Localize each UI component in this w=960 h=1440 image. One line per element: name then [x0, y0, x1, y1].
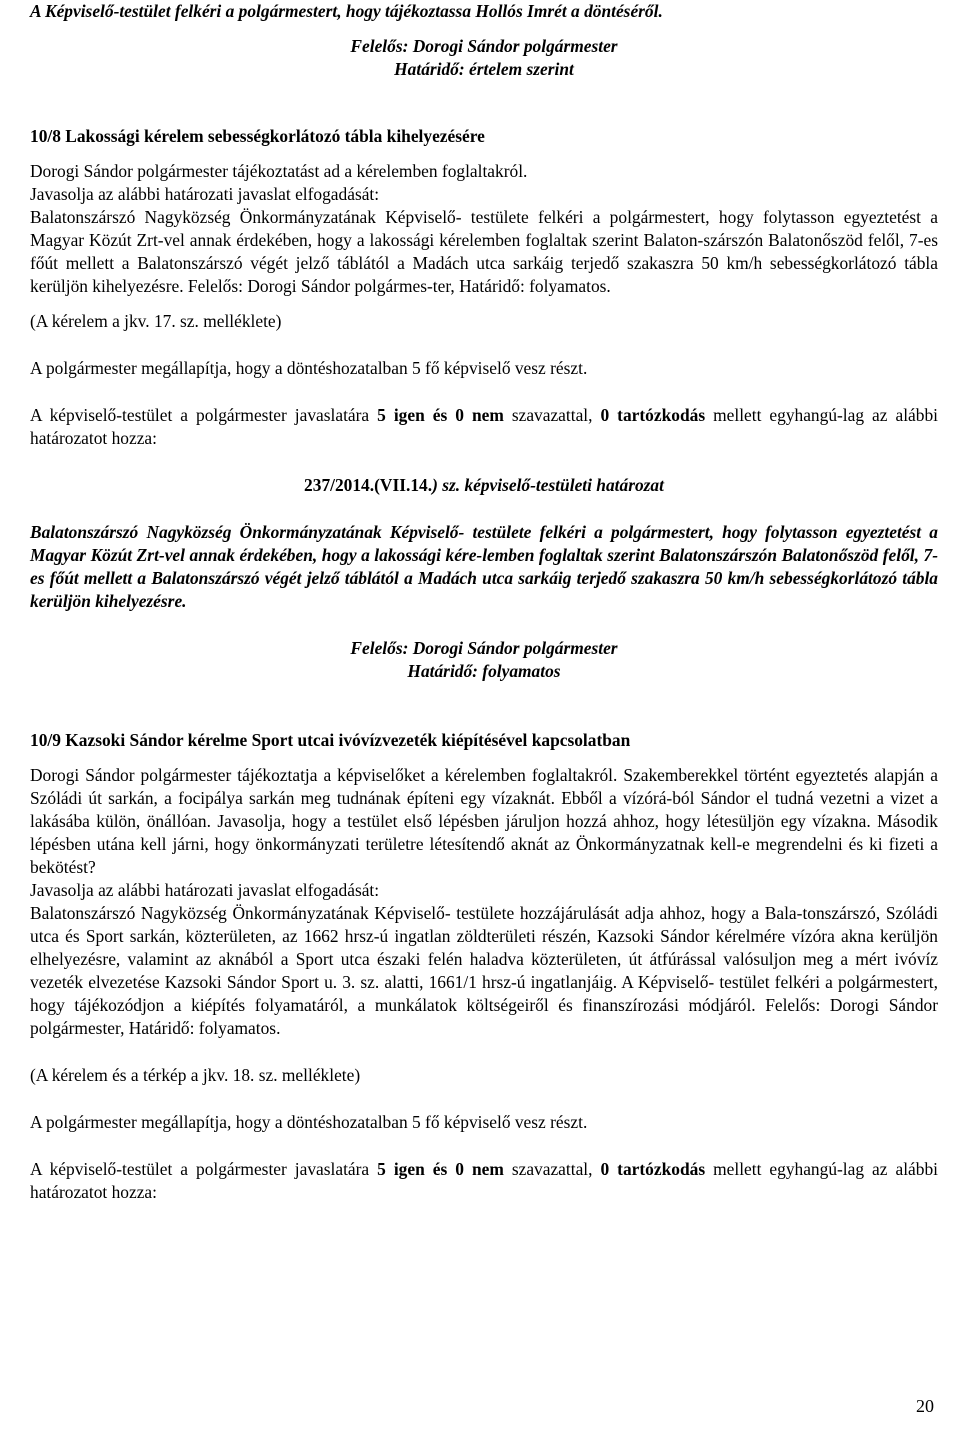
resolution-responsible: Felelős: Dorogi Sándor polgármester [350, 638, 618, 658]
quorum-statement: A polgármester megállapítja, hogy a döntéshozatalban 5 fő képviselő vesz részt. [30, 358, 588, 378]
resolution-body: Balatonszárszó Nagyközség Önkormányzatának Képviselő- testülete felkéri a polgármestert, hogy folytasson egyeztetést a Magyar Közút Zrt-vel annak érdekében, hogy a lakossági kére-lemben foglaltak szerint Balatonszárszón Balatonőszöd felől, 7-es főút mellett a Balatonszárszó végét jelző táblától a Madách utca sarkáig terjedő szakaszra 50 km/h sebességkorlátozó tábla kerüljön kihelyezésre. [30, 522, 938, 611]
section-heading-10-9: 10/9 Kazsoki Sándor kérelme Sport utcai ivóvízvezeték kiépítésével kapcsolatban [30, 730, 631, 750]
resolution-deadline: Határidő: folyamatos [407, 661, 561, 681]
annex-note: (A kérelem a jkv. 17. sz. melléklete) [30, 311, 282, 331]
vote-statement: A képviselő-testület a polgármester javaslatára 5 igen és 0 nem szavazattal, 0 tartózkodás mellett egyhangú-lag az alábbi határozatot hozza: [30, 1159, 938, 1202]
resolution-number: 237/2014.(VII.14.) sz. képviselő-testületi határozat [304, 475, 664, 495]
vote-statement: A képviselő-testület a polgármester javaslatára 5 igen és 0 nem szavazattal, 0 tartózkodás mellett egyhangú-lag az alábbi határozatot hozza: [30, 405, 938, 448]
proposal-body: Balatonszárszó Nagyközség Önkormányzatának Képviselő- testülete hozzájárulását adja ahhoz, hogy a Bala-tonszárszó, Szóládi utca és Sport sarkán, közterületen, az 1662 hrsz-ú ingatlan zöldterületi részén, Kazsoki Sándor kérelmére vízóra akna kerüljön elhelyezésre, valamint az aknából a Sport utca északi felén haladva közterületen, út átfúrással valósuljon meg a mért ivóvíz vezeték elvezetése Kazsoki Sándor Sport u. 3. sz. alatti, 1661/1 hrsz-ú ingatlanjáig. A Képviselő- testület felkéri a polgármestert, hogy tájékozódjon a kiépítés folyamatáról, a munkálatok költségeiről és finanszírozási módjáról. Felelős: Dorogi Sándor polgármester, Határidő: folyamatos. [30, 903, 938, 1038]
responsible-line: Felelős: Dorogi Sándor polgármester [350, 36, 618, 56]
annex-note: (A kérelem és a térkép a jkv. 18. sz. melléklete) [30, 1065, 361, 1085]
page-number: 20 [916, 1396, 934, 1416]
proposal-body: Balatonszárszó Nagyközség Önkormányzatának Képviselő- testülete felkéri a polgármestert, hogy folytasson egyeztetést a Magyar Közút Zrt-vel annak érdekében, hogy a lakossági kérelemben foglaltak szerint Balaton-szárszón Balatonőszöd felől, 7-es főút mellett a Balatonszárszó végét jelző táblától a Madách utca sarkáig terjedő szakaszra 50 km/h sebességkorlátozó tábla kerüljön kihelyezésre. Felelős: Dorogi Sándor polgármes-ter, Határidő: folyamatos. [30, 207, 938, 296]
document-page [30, 0, 938, 1204]
proposal-lead: Javasolja az alábbi határozati javaslat elfogadását: [30, 880, 380, 900]
section-heading-10-8: 10/8 Lakossági kérelem sebességkorlátozó tábla kihelyezésére [30, 126, 485, 146]
section-intro: Dorogi Sándor polgármester tájékoztatja a képviselőket a kérelemben foglaltakról. Szakemberekkel történt egyeztetés alapján a Szóládi út sarkán, a focipálya sarkán meg tudnának építeni egy vízaknát. Ebből a vízórá-ból Sándor el tudná vezetni a vizet a lakásába külön, önállóan. Javasolja, hogy a testület első lépésben járuljon hozzá ahhoz, hogy létesüljön egy vízakna. Második lépésben utána kell járni, hogy önkormányzati területre létesítendő aknát az Önkormányzatnak kell-e megrendelni és ki fizeti a bekötést? [30, 765, 938, 877]
deadline-line: Határidő: értelem szerint [394, 59, 574, 79]
quorum-statement: A polgármester megállapítja, hogy a döntéshozatalban 5 fő képviselő vesz részt. [30, 1112, 588, 1132]
proposal-lead: Javasolja az alábbi határozati javaslat elfogadását: [30, 184, 380, 204]
section-intro: Dorogi Sándor polgármester tájékoztatást ad a kérelemben foglaltakról. [30, 161, 528, 181]
closing-statement: A Képviselő-testület felkéri a polgármestert, hogy tájékoztassa Hollós Imrét a döntéséről. [30, 1, 663, 21]
